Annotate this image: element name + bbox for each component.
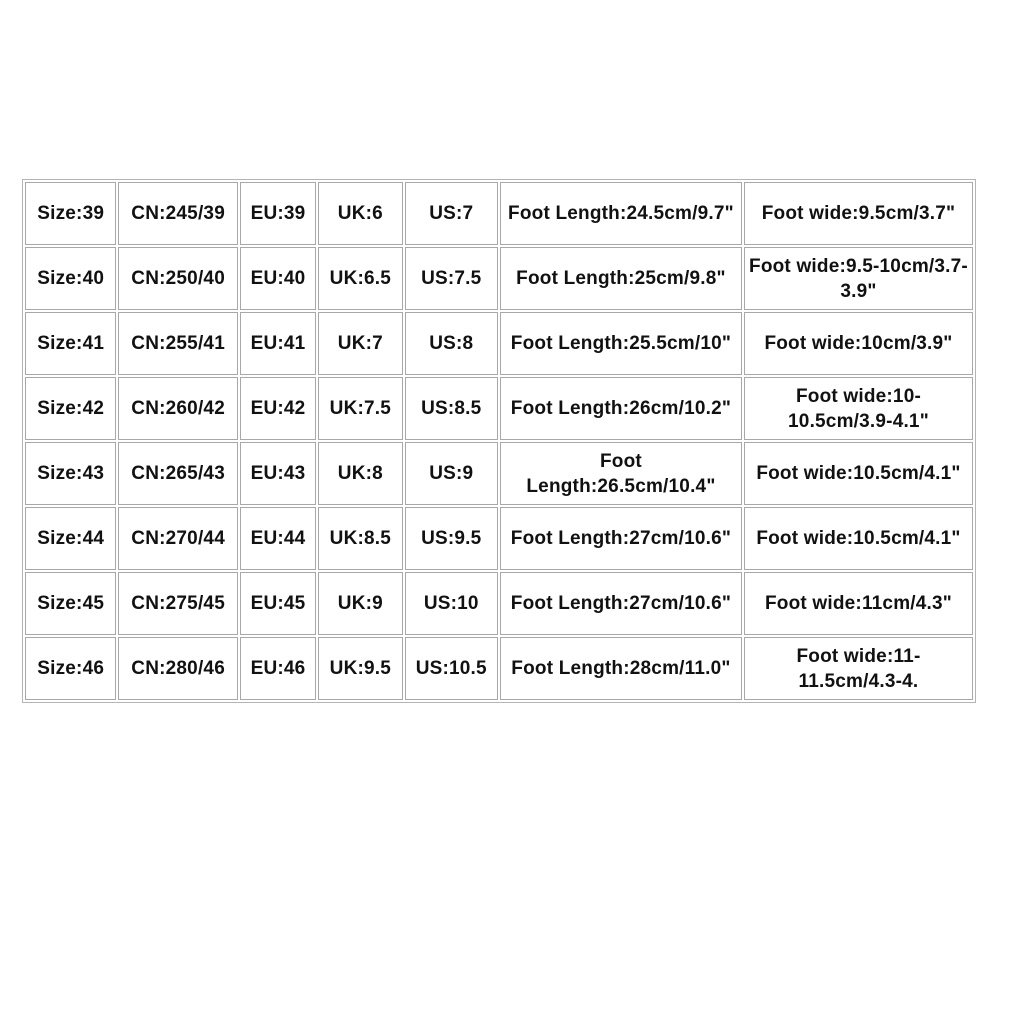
size-cell: Size:46 (25, 637, 116, 700)
uk-cell: UK:6.5 (318, 247, 402, 310)
eu-cell: EU:43 (240, 442, 316, 505)
eu-cell: EU:40 (240, 247, 316, 310)
foot-length-cell: Foot Length:27cm/10.6" (500, 507, 742, 570)
foot-width-cell: Foot wide:11-11.5cm/4.3-4. (744, 637, 973, 700)
table-row (25, 507, 973, 570)
us-cell: US:10.5 (405, 637, 498, 700)
eu-cell: EU:45 (240, 572, 316, 635)
us-cell: US:8 (405, 312, 498, 375)
us-cell: US:9 (405, 442, 498, 505)
table-row (25, 247, 973, 310)
eu-cell: EU:39 (240, 182, 316, 245)
eu-cell: EU:46 (240, 637, 316, 700)
foot-width-cell: Foot wide:9.5cm/3.7" (744, 182, 973, 245)
size-chart-body (25, 182, 973, 700)
eu-cell: EU:44 (240, 507, 316, 570)
size-cell: Size:43 (25, 442, 116, 505)
size-cell: Size:40 (25, 247, 116, 310)
table-row (25, 312, 973, 375)
foot-length-cell: Foot Length:26cm/10.2" (500, 377, 742, 440)
foot-length-cell: Foot Length:25.5cm/10" (500, 312, 742, 375)
table-row (25, 572, 973, 635)
cn-cell: CN:280/46 (118, 637, 238, 700)
size-cell: Size:39 (25, 182, 116, 245)
cn-cell: CN:265/43 (118, 442, 238, 505)
foot-length-cell: Foot Length:25cm/9.8" (500, 247, 742, 310)
uk-cell: UK:8.5 (318, 507, 402, 570)
uk-cell: UK:7.5 (318, 377, 402, 440)
uk-cell: UK:9.5 (318, 637, 402, 700)
foot-length-cell: Foot Length:26.5cm/10.4" (500, 442, 742, 505)
shoe-size-chart (22, 179, 976, 703)
cn-cell: CN:275/45 (118, 572, 238, 635)
foot-length-cell: Foot Length:27cm/10.6" (500, 572, 742, 635)
foot-width-cell: Foot wide:10cm/3.9" (744, 312, 973, 375)
table-row (25, 182, 973, 245)
cn-cell: CN:255/41 (118, 312, 238, 375)
size-cell: Size:44 (25, 507, 116, 570)
table-row (25, 377, 973, 440)
uk-cell: UK:8 (318, 442, 402, 505)
us-cell: US:9.5 (405, 507, 498, 570)
us-cell: US:7.5 (405, 247, 498, 310)
cn-cell: CN:270/44 (118, 507, 238, 570)
us-cell: US:8.5 (405, 377, 498, 440)
foot-width-cell: Foot wide:10-10.5cm/3.9-4.1" (744, 377, 973, 440)
size-cell: Size:45 (25, 572, 116, 635)
table-row (25, 442, 973, 505)
size-cell: Size:41 (25, 312, 116, 375)
foot-width-cell: Foot wide:10.5cm/4.1" (744, 442, 973, 505)
eu-cell: EU:42 (240, 377, 316, 440)
us-cell: US:10 (405, 572, 498, 635)
foot-width-cell: Foot wide:11cm/4.3" (744, 572, 973, 635)
uk-cell: UK:9 (318, 572, 402, 635)
size-cell: Size:42 (25, 377, 116, 440)
cn-cell: CN:260/42 (118, 377, 238, 440)
foot-length-cell: Foot Length:24.5cm/9.7" (500, 182, 742, 245)
table-row (25, 637, 973, 700)
uk-cell: UK:6 (318, 182, 402, 245)
foot-width-cell: Foot wide:10.5cm/4.1" (744, 507, 973, 570)
uk-cell: UK:7 (318, 312, 402, 375)
eu-cell: EU:41 (240, 312, 316, 375)
cn-cell: CN:245/39 (118, 182, 238, 245)
foot-length-cell: Foot Length:28cm/11.0" (500, 637, 742, 700)
foot-width-cell: Foot wide:9.5-10cm/3.7-3.9" (744, 247, 973, 310)
cn-cell: CN:250/40 (118, 247, 238, 310)
us-cell: US:7 (405, 182, 498, 245)
